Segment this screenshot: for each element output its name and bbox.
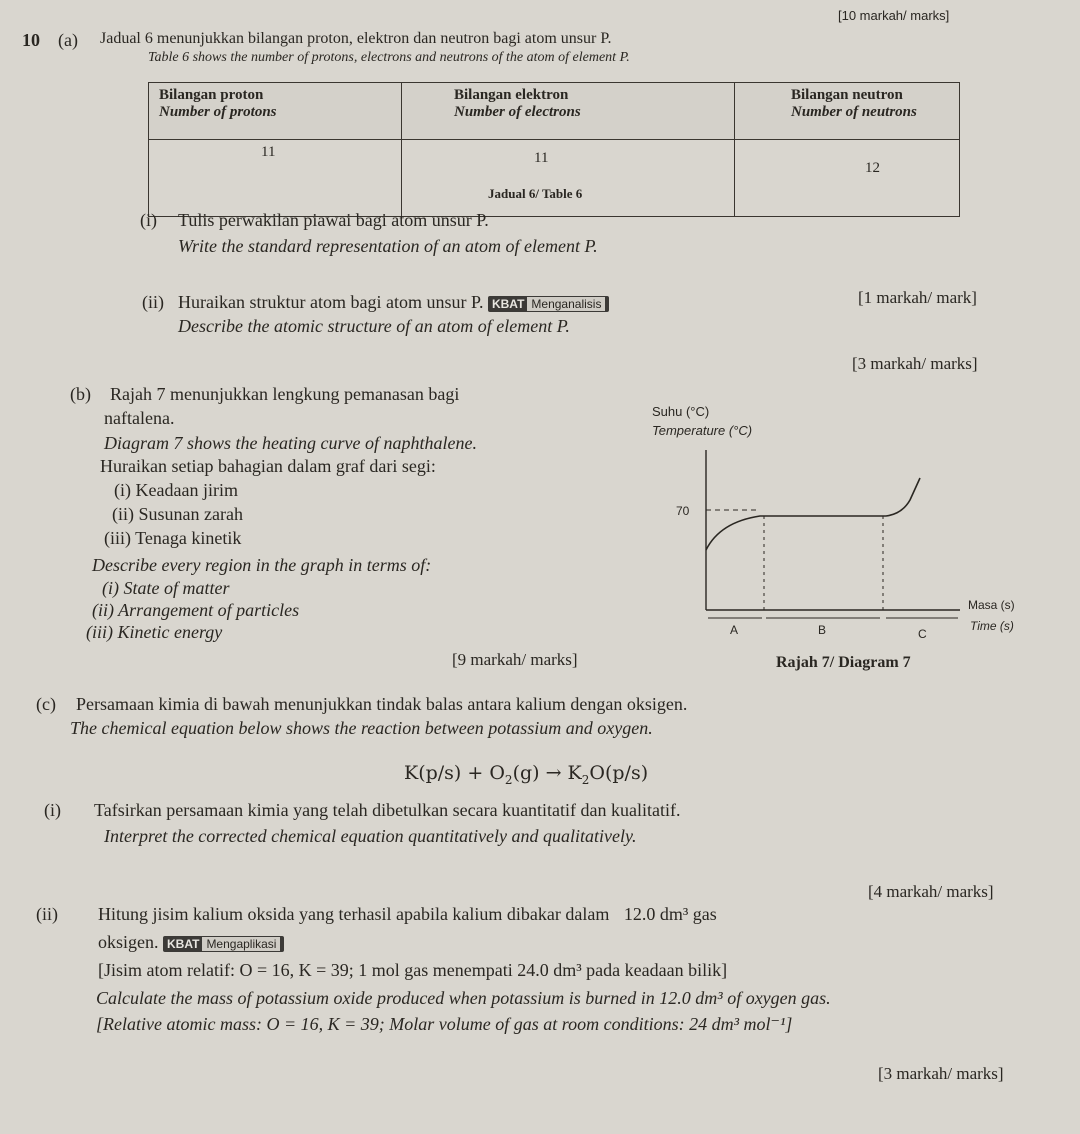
part-c-ii-ms-line1-text: Hitung jisim kalium oksida yang terhasil apabila kalium dibakar dalam: [98, 904, 610, 924]
header-electrons-ms: Bilangan elektron: [454, 87, 569, 103]
part-b-line2-ms: naftalena.: [104, 408, 175, 428]
part-c-ii-ms-data: [Jisim atom relatif: O = 16, K = 39; 1 mol gas menempati 24.0 dm³ pada keadaan bilik]: [98, 960, 728, 980]
part-a-i-en: Write the standard representation of an atom of element P.: [178, 236, 598, 256]
part-c-ii-ms-line1: [98, 904, 717, 925]
header-protons: [149, 83, 402, 140]
kbat-badge-2-label: Mengaplikasi: [202, 937, 280, 951]
table-row: [149, 140, 960, 217]
part-b-item-en-2: (ii) Arrangement of particles: [92, 600, 300, 620]
value-protons: 11: [149, 140, 402, 217]
part-a-ii-marks: [3 markah/ marks]: [852, 354, 978, 373]
part-a-ii-ms-text: Huraikan struktur atom bagi atom unsur P.: [178, 292, 484, 312]
diagram-caption: Rajah 7/ Diagram 7: [776, 654, 911, 671]
part-c-ii-en-data: [Relative atomic mass: O = 16, K = 39; Molar volume of gas at room conditions: 24 dm³ mol⁻¹]: [96, 1014, 793, 1034]
region-c-label: C: [918, 627, 927, 641]
part-a-ii-en: Describe the atomic structure of an atom of element P.: [178, 316, 570, 336]
header-protons-ms: Bilangan proton: [159, 87, 264, 103]
part-b-item-en-3: (iii) Kinetic energy: [86, 622, 223, 642]
part-c-i-label: (i): [44, 800, 61, 820]
total-marks: [10 markah/ marks]: [838, 8, 950, 23]
kbat-badge: [488, 296, 609, 312]
header-electrons: [402, 83, 735, 140]
part-b-item-ms-2: (ii) Susunan zarah: [112, 504, 243, 524]
part-c-intro-ms: Persamaan kimia di bawah menunjukkan tindak balas antara kalium dengan oksigen.: [76, 694, 688, 714]
graph-ylabel-en: Temperature (°C): [652, 423, 753, 438]
part-b-marks: [9 markah/ marks]: [452, 650, 578, 669]
header-protons-en: Number of protons: [159, 104, 277, 120]
part-c-label: (c): [36, 694, 56, 714]
part-c-intro-en: The chemical equation below shows the reaction between potassium and oxygen.: [70, 718, 653, 738]
part-b-line2-ms-b: Huraikan setiap bahagian dalam graf dari segi:: [100, 456, 436, 476]
kbat-badge-2: [163, 936, 284, 952]
part-b-line1-en: Diagram 7 shows the heating curve of naphthalene.: [104, 433, 477, 453]
kbat-badge-label: Menganalisis: [527, 297, 605, 311]
graph-xlabel-ms: Masa (s): [968, 598, 1015, 612]
part-c-ii-label: (ii): [36, 904, 58, 924]
part-a-ii-label: (ii): [142, 292, 164, 312]
part-c-ii-marks: [3 markah/ marks]: [878, 1064, 1004, 1083]
part-b-item-en-1: (i) State of matter: [102, 578, 230, 598]
part-a-intro-ms: Jadual 6 menunjukkan bilangan proton, elektron dan neutron bagi atom unsur P.: [100, 30, 612, 47]
part-a-i-ms: Tulis perwakilan piawai bagi atom unsur P.: [178, 210, 489, 230]
part-b-line1-ms: Rajah 7 menunjukkan lengkung pemanasan bagi: [110, 384, 460, 404]
table-header-row: [149, 83, 960, 140]
header-electrons-en: Number of electrons: [454, 104, 581, 120]
part-c-i-marks: [4 markah/ marks]: [868, 882, 994, 901]
part-a-i-label: (i): [140, 210, 157, 230]
graph-tick-70: 70: [676, 504, 690, 518]
header-neutrons-en: Number of neutrons: [791, 104, 917, 120]
heating-curve: [706, 478, 920, 550]
region-b-label: B: [818, 623, 827, 637]
region-a-label: A: [730, 623, 739, 637]
part-a-i-marks: [1 markah/ mark]: [858, 288, 977, 307]
part-c-ii-ms-line2: [98, 932, 284, 953]
graph-xlabel-en: Time (s): [970, 619, 1014, 633]
part-c-ii-volume: 12.0: [623, 904, 656, 924]
part-a-ii-ms: [178, 292, 609, 313]
kbat-badge-text: KBAT: [491, 296, 525, 311]
part-b-line3-en: Describe every region in the graph in terms of:: [92, 555, 432, 575]
part-a-label: (a): [58, 30, 78, 50]
part-b-item-ms-3: (iii) Tenaga kinetik: [104, 528, 242, 548]
header-neutrons: [735, 83, 960, 140]
chemical-equation: $K(p/s) + O_2(g) \to K_2O(p/s)$: [404, 762, 649, 787]
question-number: 10: [22, 30, 40, 50]
part-a-intro-en: Table 6 shows the number of protons, electrons and neutrons of the atom of element P.: [148, 50, 630, 65]
part-c-i-ms: Tafsirkan persamaan kimia yang telah dibetulkan secara kuantitatif dan kualitatif.: [94, 800, 681, 820]
heating-curve-diagram: [640, 390, 1060, 680]
value-neutrons: 12: [735, 140, 960, 217]
part-b-item-ms-1: (i) Keadaan jirim: [114, 480, 238, 500]
graph-ylabel-ms: Suhu (°C): [652, 404, 710, 419]
part-b-label: (b): [70, 384, 91, 404]
part-c-ii-en-line1: Calculate the mass of potassium oxide produced when potassium is burned in 12.0 dm³ of oxygen gas.: [96, 988, 831, 1008]
part-c-i-en: Interpret the corrected chemical equation quantitatively and qualitatively.: [104, 826, 637, 846]
part-c-ii-unit: dm³ gas: [659, 904, 717, 924]
table-caption: Jadual 6/ Table 6: [488, 186, 583, 201]
header-neutrons-ms: Bilangan neutron: [791, 87, 903, 103]
value-electrons: 11: [402, 140, 735, 217]
kbat-badge-2-text: KBAT: [167, 936, 200, 951]
part-c-ii-ms-line2-text: oksigen.: [98, 932, 159, 952]
